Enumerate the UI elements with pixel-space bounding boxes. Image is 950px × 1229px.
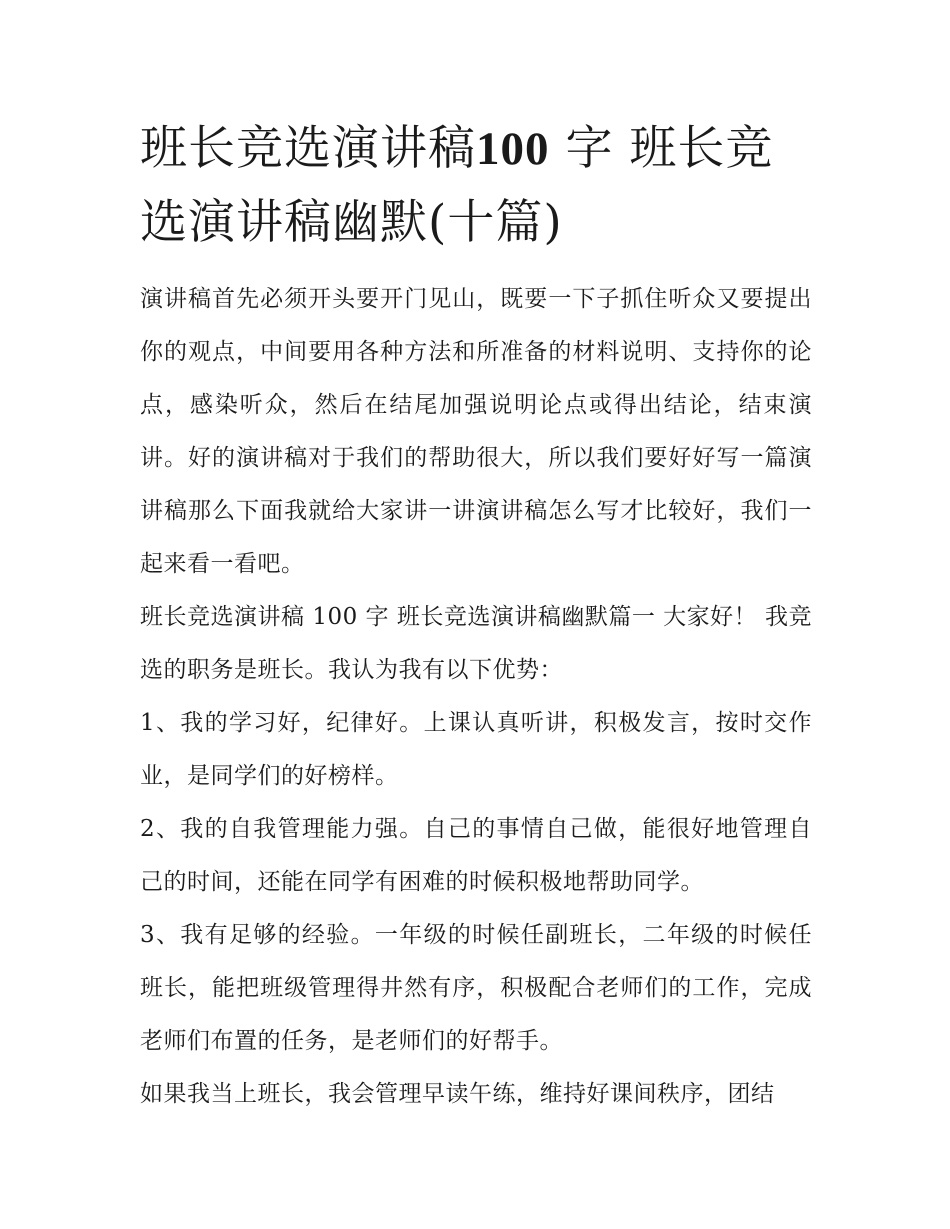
paragraph-plan: 如果我当上班长，我会管理早读午练，维持好课间秩序，团结 <box>140 1081 775 1107</box>
paragraph-advantage-3: 3、我有足够的经验。一年级的时候任副班长，二年级的时候任班长，能把班级管理得井然有序，积极配合老师们的工作，完成老师们布置的任务，是老师们的好帮手。 <box>140 922 812 1054</box>
title-text-part2: 字 班长竞选演讲稿幽默(十篇) <box>140 121 774 250</box>
title-text-part1: 班长竞选演讲稿 <box>140 121 476 176</box>
title-number: 100 <box>476 123 550 175</box>
paragraph-intro: 演讲稿首先必须开头要开门见山，既要一下子抓住听众又要提出你的观点，中间要用各种方法和所准备的材料说明、支持你的论点，感染听众，然后在结尾加强说明论点或得出结论，结束演讲。好的演讲稿对于我们的帮助很大，所以我们要好好写一篇演讲稿那么下面我就给大家讲一讲演讲稿怎么写才比较好，我们一起来看一看吧。 <box>140 286 812 577</box>
document-title <box>140 112 812 259</box>
paragraph-speech-opening: 班长竞选演讲稿 100 字 班长竞选演讲稿幽默篇一 大家好！ 我竞选的职务是班长。我认为我有以下优势： <box>140 604 812 683</box>
document-body <box>140 112 812 1121</box>
paragraph-advantage-1: 1、我的学习好，纪律好。上课认真听讲，积极发言，按时交作业，是同学们的好榜样。 <box>140 710 812 789</box>
paragraph-advantage-2: 2、我的自我管理能力强。自己的事情自己做，能很好地管理自己的时间，还能在同学有困难的时候积极地帮助同学。 <box>140 816 812 895</box>
